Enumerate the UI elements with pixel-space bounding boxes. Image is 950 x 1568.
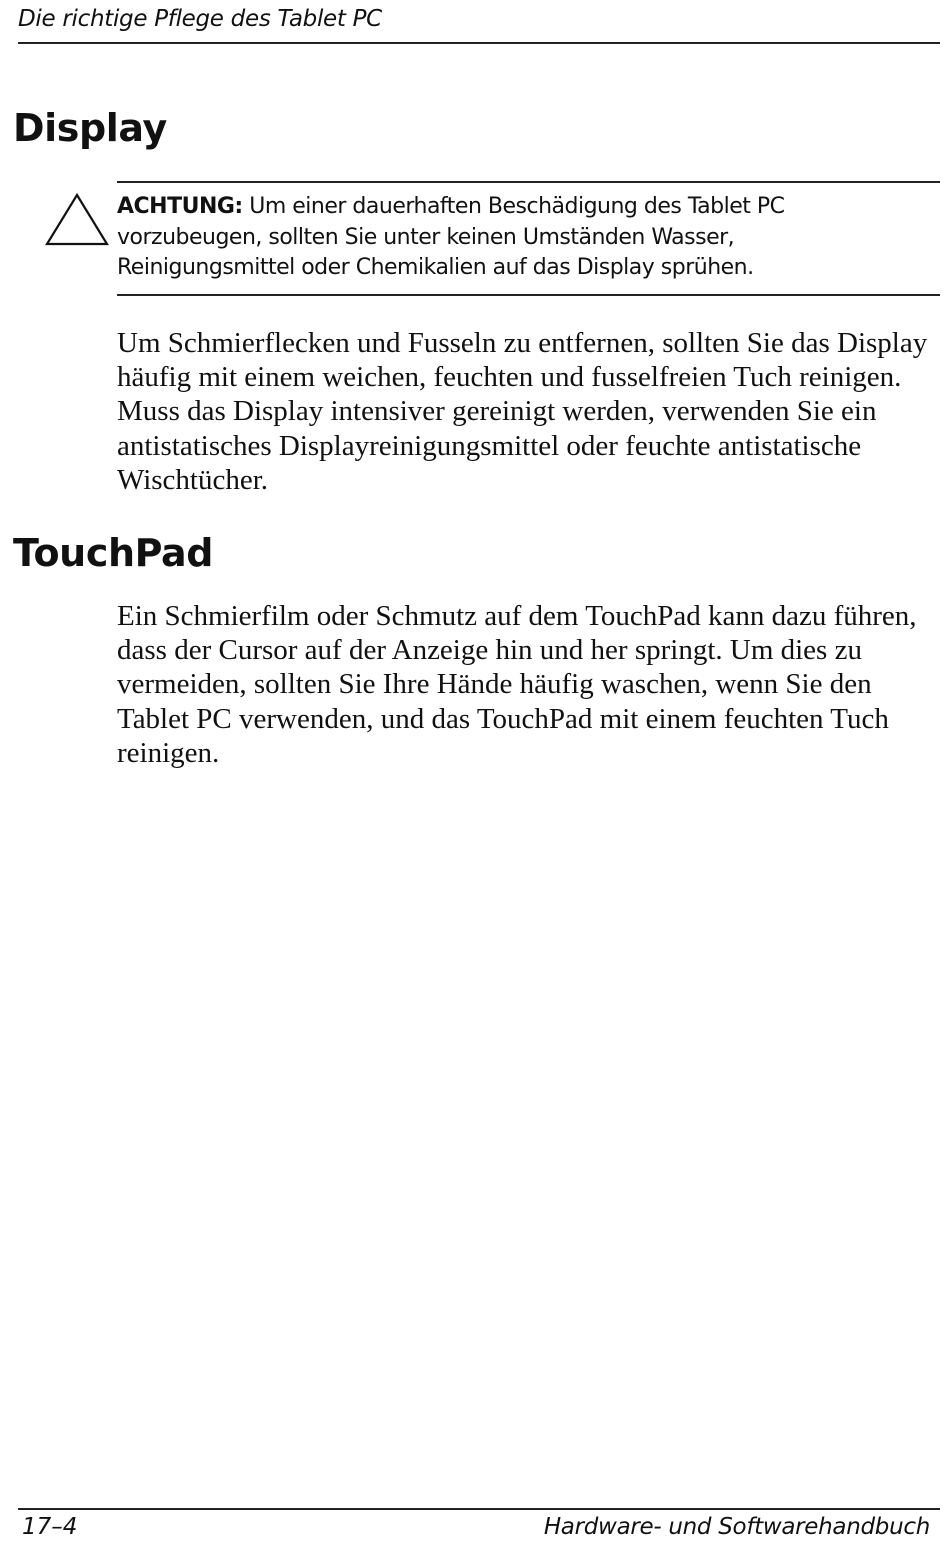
running-header: Die richtige Pflege des Tablet PC [18,6,382,32]
header-rule [18,42,940,44]
caution-text: Um einer dauerhaften Beschädigung des Tablet PC vorzubeugen, sollten Sie unter keinen Umständen Wasser, Reinigungsmittel oder Chemikalien auf das Display sprühen. [117,194,785,280]
touchpad-paragraph: Ein Schmierfilm oder Schmutz auf dem TouchPad kann dazu führen, dass der Cursor auf der Anzeige hin und her springt. Um dies zu vermeiden, sollten Sie Ihre Hände häufig waschen, wenn Sie den Tablet PC verwenden, und das TouchPad mit einem feuchten Tuch reinigen. [117,600,917,769]
caution-label: ACHTUNG: [117,194,243,219]
caution-triangle-icon [44,192,110,248]
section-heading-touchpad: TouchPad [13,531,214,575]
caution-note [117,192,917,284]
display-paragraph: Um Schmierflecken und Fusseln zu entfernen, sollten Sie das Display häufig mit einem weichen, feuchten und fusselfreien Tuch reinigen. Muss das Display intensiver gereinigt werden, verwenden Sie ein antistatisches Displayreinigungsmittel oder feuchte antistatische Wischtücher. [117,327,928,496]
caution-rule-bottom [117,294,940,296]
footer-book-title: Hardware- und Softwarehandbuch [543,1514,930,1540]
page-number: 17–4 [22,1514,78,1540]
section-heading-display: Display [13,106,167,150]
caution-rule-top [117,181,940,183]
footer-rule [18,1508,940,1510]
